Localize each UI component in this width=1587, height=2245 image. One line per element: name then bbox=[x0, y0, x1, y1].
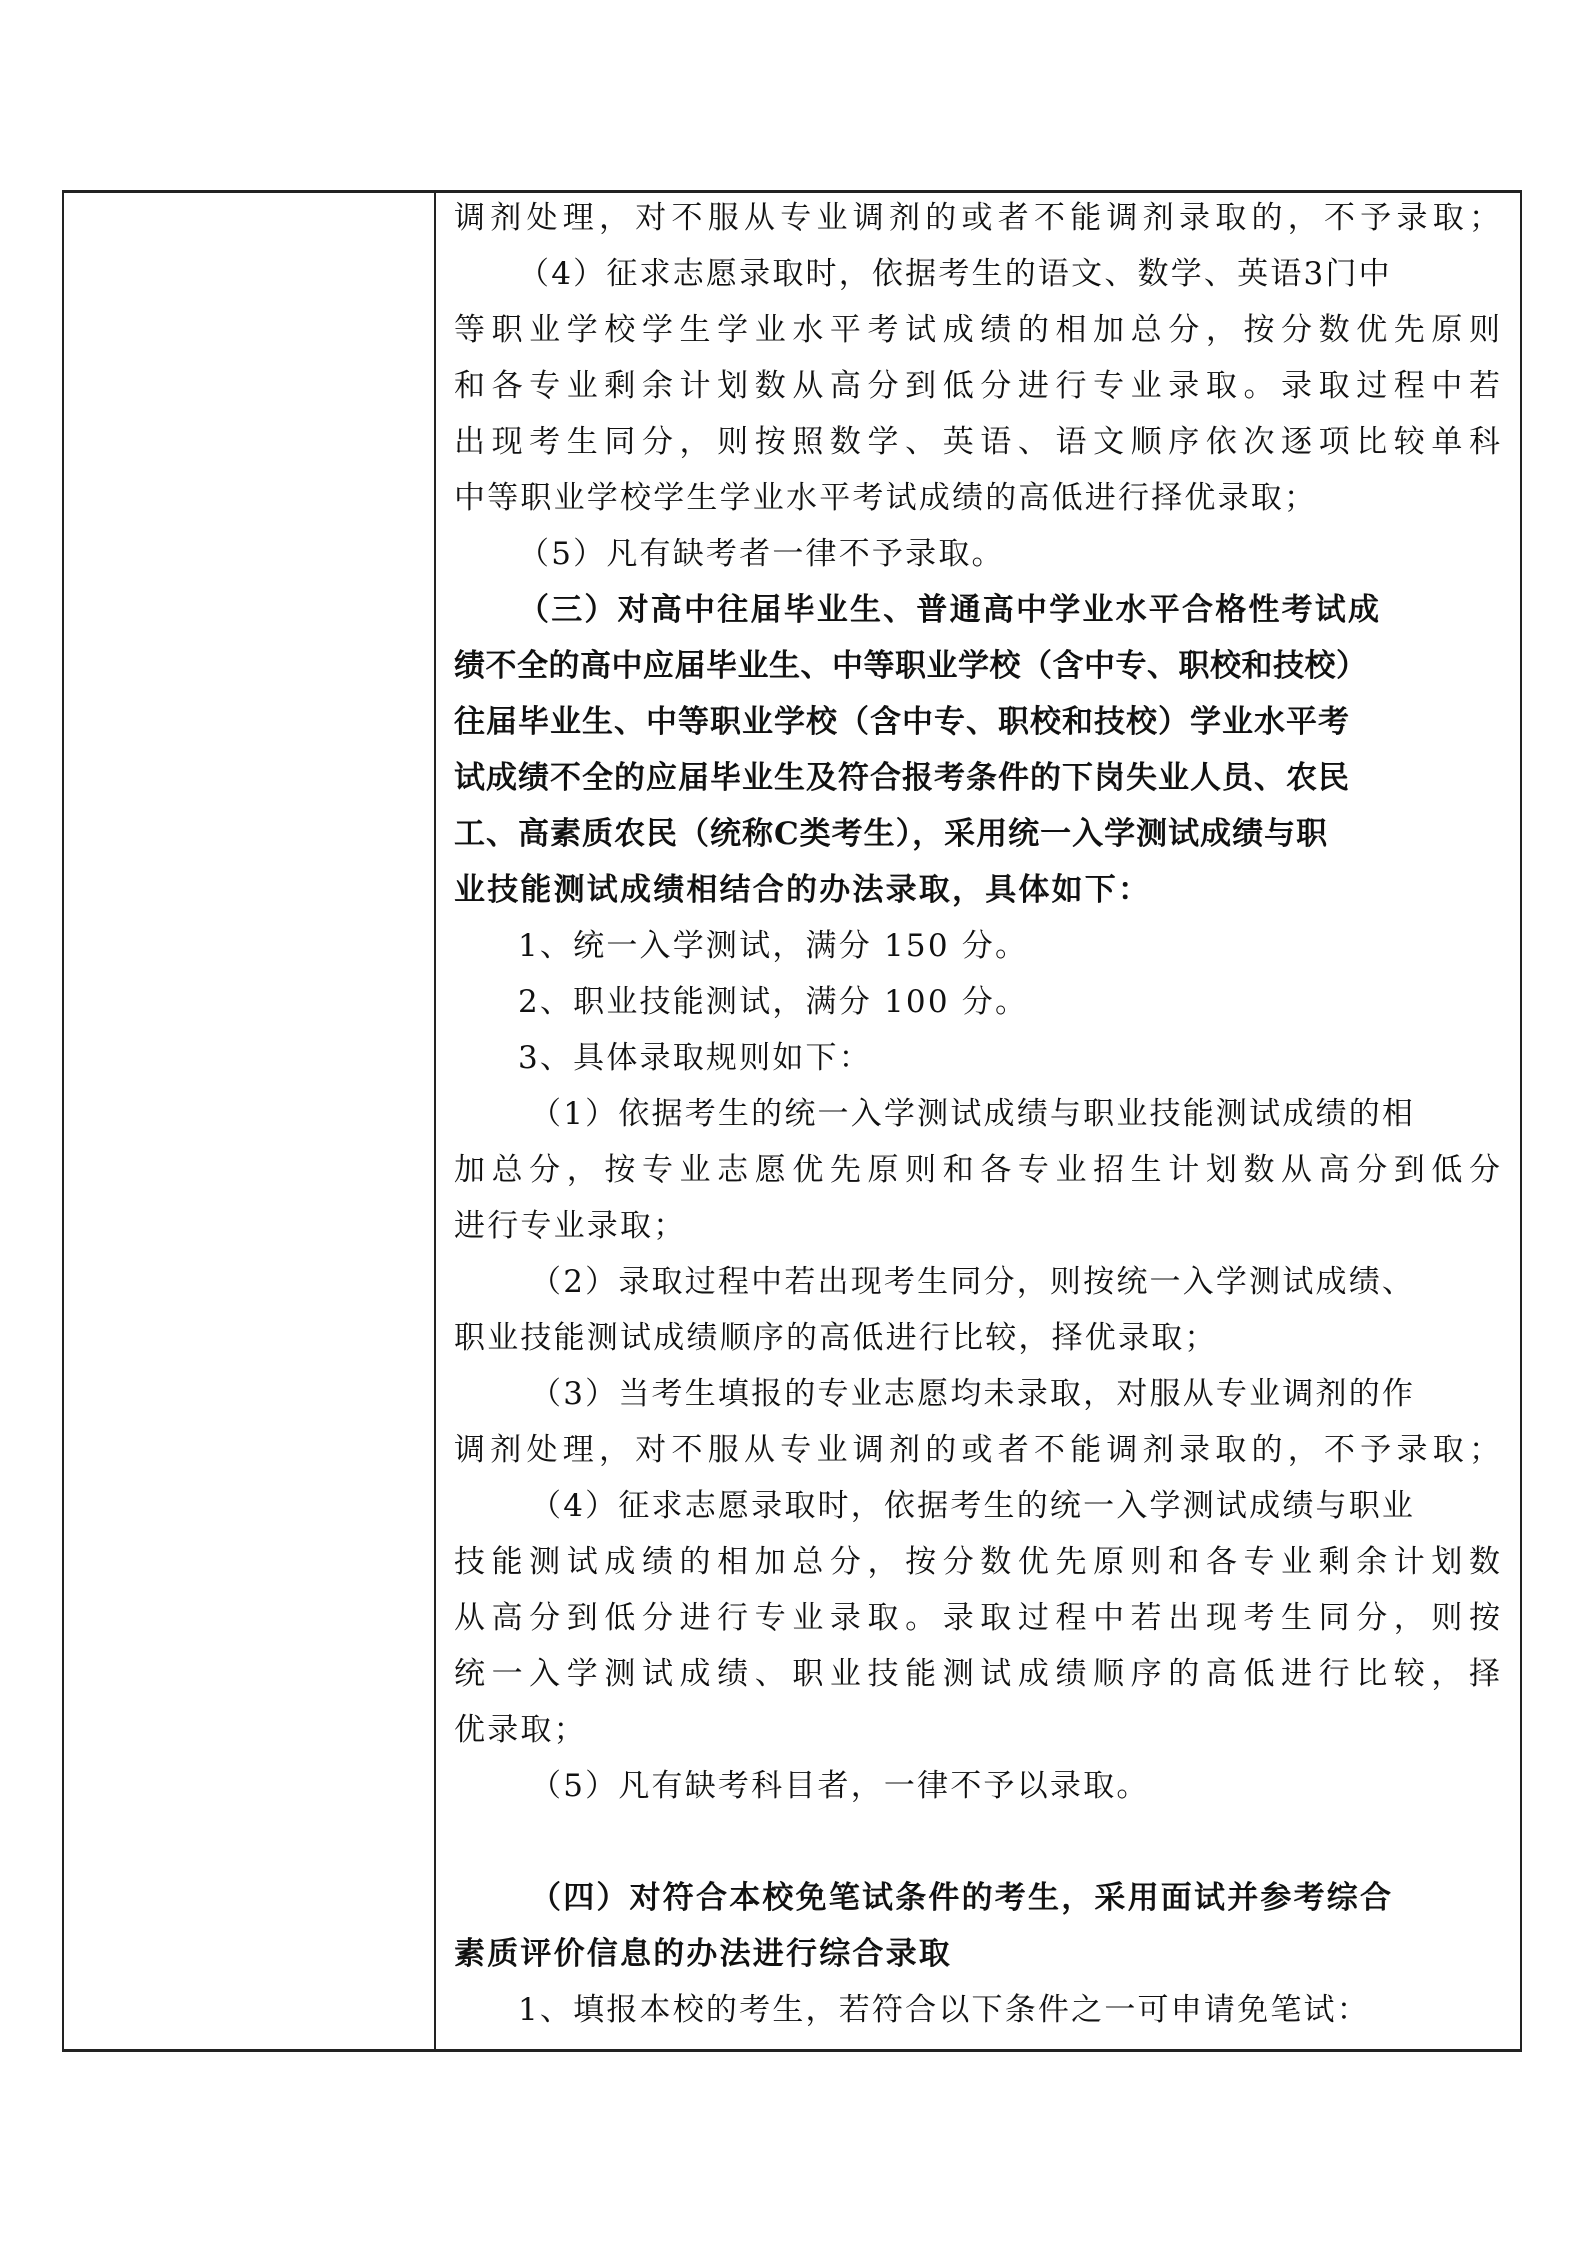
text-line: （1）依据考生的统一入学测试成绩与职业技能测试成绩的相 bbox=[530, 1096, 1416, 1132]
text-line: 从高分到低分进行专业录取。录取过程中若出现考生同分，则按 bbox=[454, 1600, 1500, 1636]
text-line: 调剂处理，对不服从专业调剂的或者不能调剂录取的，不予录取； bbox=[454, 1432, 1500, 1468]
section-heading-line: 试成绩不全的应届毕业生及符合报考条件的下岗失业人员、农民 bbox=[454, 760, 1350, 796]
text-line: 调剂处理，对不服从专业调剂的或者不能调剂录取的，不予录取； bbox=[454, 200, 1500, 236]
text-line: （4）征求志愿录取时，依据考生的统一入学测试成绩与职业 bbox=[530, 1488, 1416, 1524]
text-line: 和各专业剩余计划数从高分到低分进行专业录取。录取过程中若 bbox=[454, 368, 1500, 404]
text-line: 加总分，按专业志愿优先原则和各专业招生计划数从高分到低分 bbox=[454, 1152, 1500, 1188]
text-line: 优录取； bbox=[454, 1712, 587, 1748]
right-cell-content bbox=[454, 190, 1500, 2052]
text-line: （5）凡有缺考科目者，一律不予以录取。 bbox=[530, 1768, 1150, 1804]
section-heading-line: （四）对符合本校免笔试条件的考生，采用面试并参考综合 bbox=[530, 1880, 1394, 1916]
text-line: 进行专业录取； bbox=[454, 1208, 687, 1244]
text-line: （2）录取过程中若出现考生同分，则按统一入学测试成绩、 bbox=[530, 1264, 1416, 1300]
text-line: 2、职业技能测试，满分 100 分。 bbox=[518, 984, 1029, 1020]
text-line: （5）凡有缺考者一律不予录取。 bbox=[518, 536, 1005, 572]
column-divider bbox=[434, 190, 436, 2052]
text-line: 等职业学校学生学业水平考试成绩的相加总分，按分数优先原则 bbox=[454, 312, 1500, 348]
text-line: 统一入学测试成绩、职业技能测试成绩顺序的高低进行比较，择 bbox=[454, 1656, 1500, 1692]
text-line: 出现考生同分，则按照数学、英语、语文顺序依次逐项比较单科 bbox=[454, 424, 1500, 460]
section-heading-line: 工、高素质农民（统称C类考生），采用统一入学测试成绩与职 bbox=[454, 816, 1329, 852]
text-line: 1、统一入学测试，满分 150 分。 bbox=[518, 928, 1029, 964]
text-line: （3）当考生填报的专业志愿均未录取，对服从专业调剂的作 bbox=[530, 1376, 1416, 1412]
section-heading-line: 业技能测试成绩相结合的办法录取，具体如下： bbox=[454, 872, 1152, 908]
text-line: （4）征求志愿录取时，依据考生的语文、数学、英语3门中 bbox=[518, 256, 1392, 292]
text-line: 中等职业学校学生学业水平考试成绩的高低进行择优录取； bbox=[454, 480, 1318, 516]
text-line: 3、具体录取规则如下： bbox=[518, 1040, 872, 1076]
section-heading-line: （三）对高中往届毕业生、普通高中学业水平合格性考试成 bbox=[518, 592, 1382, 628]
text-line: 1、填报本校的考生，若符合以下条件之一可申请免笔试： bbox=[518, 1992, 1370, 2028]
section-heading-line: 往届毕业生、中等职业学校（含中专、职校和技校）学业水平考 bbox=[454, 704, 1350, 740]
section-heading-line: 素质评价信息的办法进行综合录取 bbox=[454, 1936, 952, 1972]
text-line: 技能测试成绩的相加总分，按分数优先原则和各专业剩余计划数 bbox=[454, 1544, 1500, 1580]
section-heading-line: 绩不全的高中应届毕业生、中等职业学校（含中专、职校和技校） bbox=[454, 648, 1368, 684]
text-line: 职业技能测试成绩顺序的高低进行比较，择优录取； bbox=[454, 1320, 1218, 1356]
